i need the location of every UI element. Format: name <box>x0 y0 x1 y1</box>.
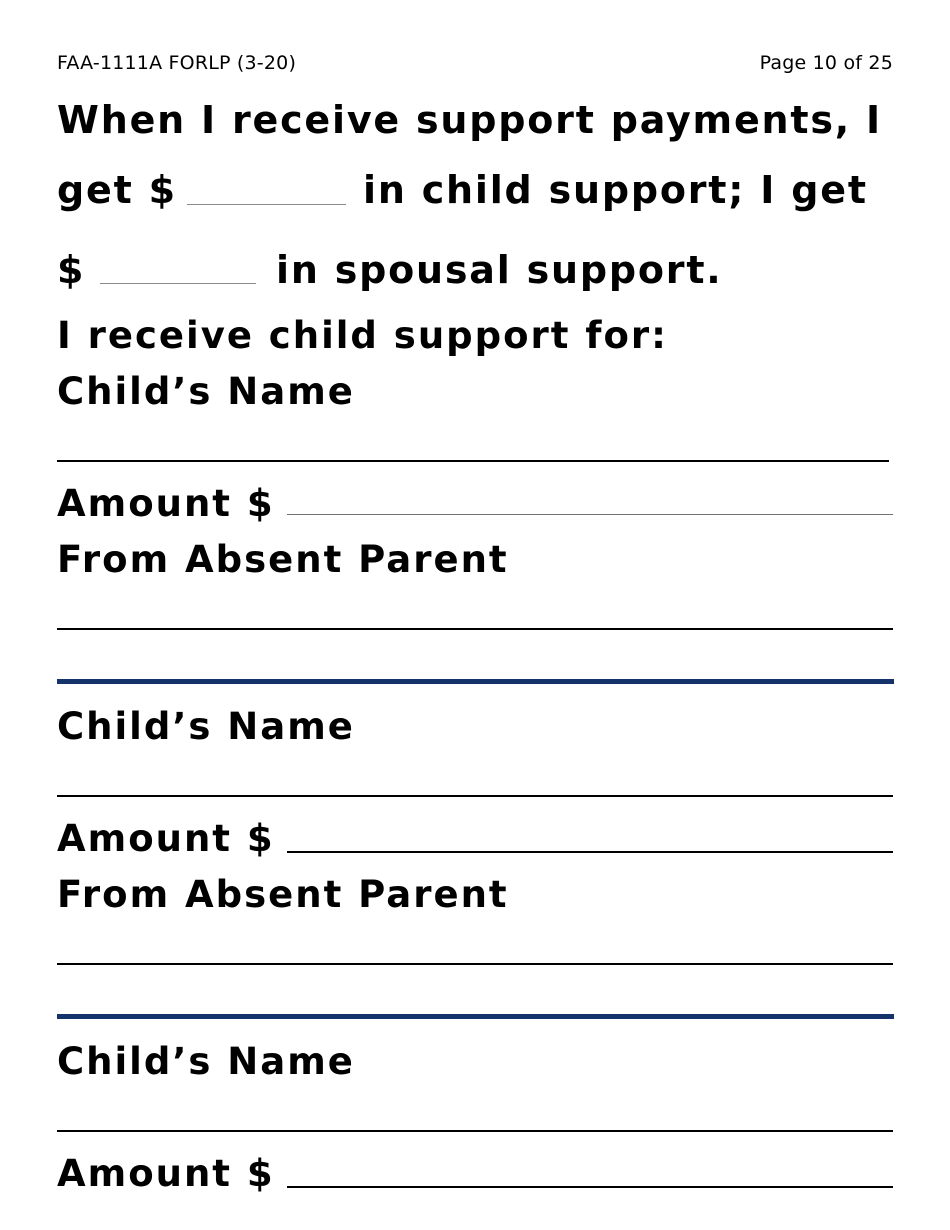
child-1-amount-field[interactable] <box>287 514 893 515</box>
child-2-amount-field[interactable] <box>287 851 893 853</box>
child-support-amount-blank[interactable] <box>187 204 346 205</box>
child-1-absent-parent-field[interactable] <box>57 628 893 630</box>
intro-line-3-prefix: $ <box>57 248 86 292</box>
intro-line-2-suffix: in child support; I get <box>363 168 868 212</box>
children-heading: I receive child support for: <box>57 314 668 357</box>
page-number: Page 10 of 25 <box>759 52 893 74</box>
spousal-support-amount-blank[interactable] <box>100 283 256 284</box>
child-1-name-label: Child’s Name <box>57 370 355 413</box>
child-1-name-field[interactable] <box>57 460 889 462</box>
child-2-name-field[interactable] <box>57 795 893 797</box>
child-3-amount-label: Amount $ <box>57 1152 275 1195</box>
form-id: FAA-1111A FORLP (3-20) <box>57 52 297 74</box>
child-1-amount-label: Amount $ <box>57 482 275 525</box>
child-2-absent-parent-label: From Absent Parent <box>57 873 509 916</box>
intro-line-1: When I receive support payments, I <box>57 98 882 142</box>
child-3-name-field[interactable] <box>57 1130 893 1132</box>
child-3-name-label: Child’s Name <box>57 1040 355 1083</box>
child-2-absent-parent-field[interactable] <box>57 963 893 965</box>
intro-line-3-suffix: in spousal support. <box>276 248 723 292</box>
section-divider-1 <box>57 679 894 684</box>
child-2-amount-label: Amount $ <box>57 817 275 860</box>
child-2-name-label: Child’s Name <box>57 705 355 748</box>
child-1-absent-parent-label: From Absent Parent <box>57 538 509 581</box>
section-divider-2 <box>57 1014 894 1019</box>
child-3-amount-field[interactable] <box>287 1186 893 1188</box>
intro-line-2-prefix: get $ <box>57 168 177 212</box>
